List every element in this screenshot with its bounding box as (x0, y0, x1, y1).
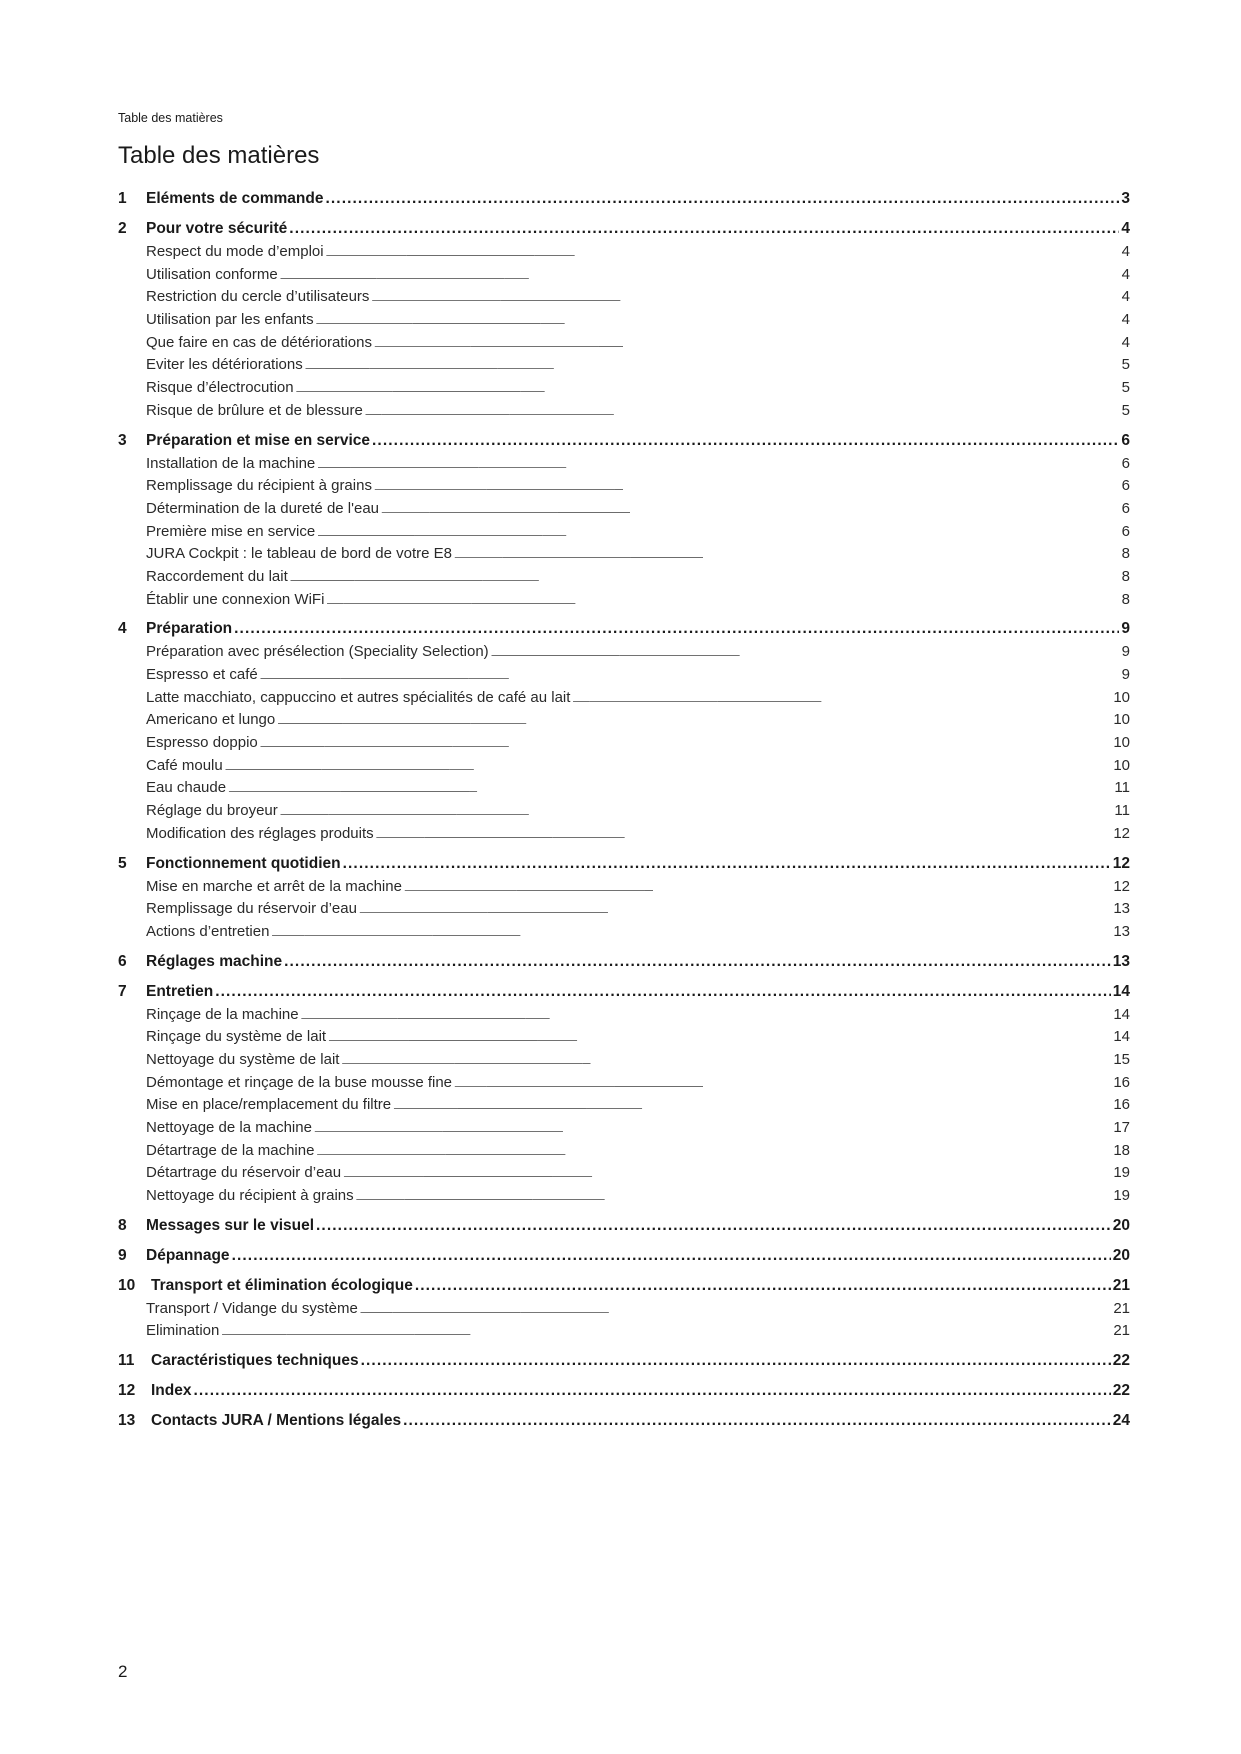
toc-subsection-title: JURA Cockpit : le tableau de bord de votre E8 (146, 545, 453, 563)
toc-subsection-page: 15 (1113, 1050, 1130, 1068)
dot-leader (228, 784, 1112, 794)
toc-chapter-number: 11 (118, 1352, 135, 1370)
toc-subsection-title: Réglage du broyeur (146, 802, 278, 820)
toc-chapter-title: Entretien (146, 982, 214, 1000)
toc-subsection-title: Latte macchiato, cappuccino et autres spécialités de café au lait (146, 688, 571, 706)
dot-leader (365, 407, 1120, 417)
toc-subsection-title: Nettoyage du système de lait (146, 1050, 340, 1068)
dot-leader (284, 953, 1111, 971)
toc-subsection-page: 8 (1121, 590, 1130, 608)
dot-leader (232, 1247, 1111, 1265)
toc-subsection-entry[interactable] (118, 757, 1130, 780)
dot-leader (280, 271, 1120, 281)
toc-subsection-entry[interactable] (118, 1322, 1130, 1345)
dot-leader (289, 220, 1119, 238)
toc-section (118, 1277, 1130, 1345)
dot-leader (305, 361, 1120, 371)
toc-chapter-title: Réglages machine (146, 952, 283, 970)
toc-subsection-entry[interactable] (118, 1074, 1130, 1097)
toc-chapter-title: Index (151, 1382, 192, 1400)
dot-leader (415, 1277, 1111, 1295)
toc-subsection-page: 4 (1121, 243, 1130, 260)
toc-section (118, 1412, 1130, 1435)
toc-chapter-title: Contacts JURA / Mentions légales (151, 1412, 402, 1430)
toc-subsection-entry[interactable] (118, 379, 1130, 402)
toc-subsection-page: 14 (1113, 1028, 1130, 1046)
toc-chapter-page: 6 (1121, 431, 1130, 449)
toc-subsection-title: Americano et lungo (146, 711, 276, 729)
toc-chapter-page: 12 (1112, 854, 1130, 872)
toc-chapter-number: 13 (118, 1412, 136, 1430)
toc-chapter-entry[interactable] (118, 1277, 1130, 1300)
dot-leader (296, 384, 1120, 394)
dot-leader (316, 1217, 1111, 1235)
toc-chapter-page: 9 (1121, 620, 1130, 638)
toc-subsection-entry[interactable] (118, 1119, 1130, 1142)
dot-leader (371, 293, 1119, 303)
toc-subsection-entry[interactable] (118, 568, 1130, 591)
toc-chapter-number: 10 (118, 1276, 136, 1294)
toc-subsection-entry[interactable] (118, 802, 1130, 825)
toc-section (118, 620, 1130, 847)
page-title: Table des matières (118, 142, 320, 169)
toc-subsection-page: 12 (1113, 824, 1130, 842)
toc-subsection-entry[interactable] (118, 266, 1130, 289)
dot-leader (260, 671, 1120, 681)
toc-subsection-title: Nettoyage du récipient à grains (146, 1187, 354, 1205)
dot-leader (491, 648, 1120, 658)
toc-subsection-entry[interactable] (118, 825, 1130, 848)
toc-chapter-number: 7 (118, 982, 127, 1000)
toc-section (118, 432, 1130, 614)
dot-leader (341, 1056, 1111, 1066)
toc-subsection-entry[interactable] (118, 1164, 1130, 1187)
toc-subsection-title: Espresso et café (146, 666, 258, 683)
toc-chapter-entry[interactable] (118, 1247, 1130, 1270)
dot-leader (221, 1327, 1111, 1337)
toc-subsection-entry[interactable] (118, 779, 1130, 802)
toc-subsection-title: Préparation avec présélection (Speciality Selection) (146, 643, 489, 661)
toc-subsection-title: Raccordement du lait (146, 567, 288, 585)
toc-chapter-entry[interactable] (118, 220, 1130, 243)
toc-subsection-entry[interactable] (118, 334, 1130, 357)
toc-subsection-page: 19 (1113, 1187, 1130, 1205)
dot-leader (404, 883, 1111, 893)
toc-subsection-title: Détartrage du réservoir d’eau (146, 1164, 342, 1182)
toc-subsection-entry[interactable] (118, 455, 1130, 478)
dot-leader (454, 550, 1120, 560)
toc-section (118, 983, 1130, 1210)
toc-subsection-title: Rinçage de la machine (146, 1005, 299, 1023)
toc-chapter-number: 5 (118, 854, 127, 872)
toc-subsection-page: 13 (1113, 922, 1130, 940)
toc-subsection-page: 4 (1121, 333, 1130, 351)
dot-leader (325, 190, 1119, 208)
toc-subsection-page: 6 (1121, 499, 1130, 517)
toc-subsection-entry[interactable] (118, 643, 1130, 666)
toc-subsection-title: Risque de brûlure et de blessure (146, 401, 363, 419)
toc-subsection-entry[interactable] (118, 1300, 1130, 1323)
toc-subsection-title: Que faire en cas de détériorations (146, 333, 372, 351)
toc-subsection-title: Mise en place/remplacement du filtre (146, 1096, 392, 1114)
toc-subsection-page: 16 (1113, 1096, 1130, 1114)
toc-subsection-entry[interactable] (118, 900, 1130, 923)
toc-subsection-entry[interactable] (118, 711, 1130, 734)
dot-leader (376, 830, 1112, 840)
toc-subsection-page: 6 (1121, 454, 1130, 472)
toc-subsection-title: Remplissage du réservoir d’eau (146, 900, 357, 918)
toc-chapter-number: 2 (118, 220, 127, 237)
dot-leader (356, 1192, 1112, 1202)
toc-chapter-page: 24 (1112, 1412, 1130, 1430)
toc-chapter-title: Caractéristiques techniques (151, 1352, 359, 1370)
dot-leader (343, 855, 1111, 873)
toc-subsection-entry[interactable] (118, 311, 1130, 334)
toc-subsection-page: 10 (1113, 756, 1130, 774)
toc-chapter-entry[interactable] (118, 953, 1130, 976)
toc-chapter-title: Dépannage (146, 1246, 230, 1264)
dot-leader (572, 694, 1111, 704)
toc-chapter-page: 22 (1112, 1382, 1130, 1400)
dot-leader (193, 1382, 1110, 1400)
toc-subsection-page: 18 (1113, 1141, 1130, 1159)
toc-subsection-page: 6 (1121, 522, 1130, 540)
toc-subsection-entry[interactable] (118, 1142, 1130, 1165)
toc-chapter-entry[interactable] (118, 620, 1130, 643)
dot-leader (277, 716, 1111, 726)
toc-chapter-title: Transport et élimination écologique (151, 1276, 413, 1294)
toc-subsection-title: Mise en marche et arrêt de la machine (146, 877, 402, 895)
toc-chapter-entry[interactable] (118, 1382, 1130, 1405)
toc-subsection-entry[interactable] (118, 878, 1130, 901)
toc-chapter-title: Pour votre sécurité (146, 220, 288, 237)
dot-leader (328, 1033, 1111, 1043)
toc-subsection-page: 21 (1113, 1322, 1130, 1340)
dot-leader (360, 1305, 1112, 1315)
toc-chapter-entry[interactable] (118, 190, 1130, 213)
toc-chapter-title: Eléments de commande (146, 190, 324, 207)
dot-leader (260, 739, 1112, 749)
toc-subsection-page: 4 (1121, 311, 1130, 329)
toc-subsection-page: 4 (1121, 288, 1130, 306)
toc-subsection-page: 14 (1113, 1005, 1130, 1023)
toc-subsection-page: 8 (1121, 567, 1130, 585)
dot-leader (301, 1011, 1112, 1021)
toc-chapter-entry[interactable] (118, 1352, 1130, 1375)
toc-subsection-page: 5 (1121, 356, 1130, 374)
dot-leader (454, 1079, 1111, 1089)
toc-section (118, 1352, 1130, 1375)
toc-subsection-page: 5 (1121, 379, 1130, 397)
dot-leader (374, 339, 1120, 349)
dot-leader (215, 983, 1111, 1001)
toc-section (118, 220, 1130, 425)
toc-subsection-entry[interactable] (118, 288, 1130, 311)
toc-section (118, 855, 1130, 946)
toc-subsection-title: Utilisation conforme (146, 265, 278, 283)
dot-leader (280, 807, 1113, 817)
toc-subsection-title: Espresso doppio (146, 734, 258, 752)
toc-subsection-page: 21 (1113, 1299, 1130, 1317)
toc-subsection-page: 11 (1114, 779, 1130, 797)
toc-chapter-page: 22 (1112, 1352, 1130, 1370)
toc-section (118, 1382, 1130, 1405)
toc-subsection-title: Remplissage du récipient à grains (146, 477, 372, 495)
toc-chapter-title: Préparation et mise en service (146, 431, 371, 449)
toc-subsection-title: Utilisation par les enfants (146, 311, 314, 329)
toc-subsection-page: 12 (1113, 877, 1130, 895)
toc-subsection-entry[interactable] (118, 500, 1130, 523)
toc-subsection-title: Première mise en service (146, 522, 316, 540)
toc-subsection-title: Détermination de la dureté de l'eau (146, 499, 380, 517)
toc-subsection-title: Actions d’entretien (146, 922, 270, 940)
toc-subsection-title: Démontage et rinçage de la buse mousse fine (146, 1073, 453, 1091)
dot-leader (225, 762, 1112, 772)
toc-subsection-entry[interactable] (118, 923, 1130, 946)
toc-subsection-entry[interactable] (118, 734, 1130, 757)
toc-subsection-entry[interactable] (118, 1096, 1130, 1119)
toc-subsection-title: Restriction du cercle d’utilisateurs (146, 288, 370, 306)
toc-subsection-title: Elimination (146, 1322, 220, 1340)
toc-chapter-page: 4 (1121, 220, 1130, 237)
toc-subsection-entry[interactable] (118, 591, 1130, 614)
toc-subsection-entry[interactable] (118, 402, 1130, 425)
toc-subsection-page: 10 (1113, 711, 1130, 729)
toc-chapter-number: 9 (118, 1246, 127, 1264)
toc-subsection-page: 4 (1121, 265, 1130, 283)
toc-chapter-entry[interactable] (118, 983, 1130, 1006)
toc-subsection-page: 17 (1113, 1119, 1130, 1136)
toc-subsection-page: 11 (1114, 802, 1130, 820)
toc-subsection-entry[interactable] (118, 1006, 1130, 1029)
toc-subsection-title: Transport / Vidange du système (146, 1299, 358, 1317)
dot-leader (361, 1352, 1111, 1370)
toc-subsection-title: Respect du mode d’emploi (146, 243, 324, 260)
toc-subsection-page: 13 (1113, 900, 1130, 918)
toc-chapter-page: 20 (1112, 1246, 1130, 1264)
toc-chapter-page: 3 (1121, 190, 1130, 207)
toc-subsection-title: Détartrage de la machine (146, 1141, 315, 1159)
toc-subsection-entry[interactable] (118, 545, 1130, 568)
dot-leader (316, 316, 1120, 326)
toc-chapter-page: 20 (1112, 1216, 1130, 1234)
toc-subsection-title: Nettoyage de la machine (146, 1119, 312, 1136)
dot-leader (393, 1101, 1111, 1111)
toc-subsection-title: Eviter les détériorations (146, 356, 303, 374)
toc-subsection-title: Modification des réglages produits (146, 824, 374, 842)
toc-subsection-entry[interactable] (118, 477, 1130, 500)
toc-chapter-entry[interactable] (118, 855, 1130, 878)
toc-chapter-page: 14 (1112, 982, 1130, 1000)
toc-subsection-title: Établir une connexion WiFi (146, 590, 325, 608)
dot-leader (290, 573, 1120, 583)
dot-leader (317, 528, 1119, 538)
toc-chapter-title: Fonctionnement quotidien (146, 854, 341, 872)
toc-subsection-title: Rinçage du système de lait (146, 1028, 327, 1046)
toc-subsection-title: Café moulu (146, 756, 223, 774)
toc-subsection-page: 9 (1121, 643, 1130, 661)
toc-subsection-page: 9 (1121, 666, 1130, 683)
dot-leader (234, 620, 1119, 638)
dot-leader (374, 482, 1120, 492)
toc-section (118, 1247, 1130, 1270)
toc-subsection-page: 10 (1113, 734, 1130, 752)
toc-chapter-number: 12 (118, 1382, 136, 1400)
dot-leader (271, 928, 1111, 938)
toc-chapter-page: 21 (1112, 1276, 1130, 1294)
toc-chapter-number: 1 (118, 190, 127, 207)
dot-leader (317, 460, 1119, 470)
toc-subsection-entry[interactable] (118, 356, 1130, 379)
toc-section (118, 1217, 1130, 1240)
dot-leader (372, 432, 1119, 450)
dot-leader (316, 1147, 1111, 1157)
toc-subsection-page: 6 (1121, 477, 1130, 495)
toc-subsection-title: Risque d’électrocution (146, 379, 294, 397)
toc-chapter-entry[interactable] (118, 1217, 1130, 1240)
dot-leader (343, 1169, 1111, 1179)
toc-chapter-title: Messages sur le visuel (146, 1216, 315, 1234)
toc-chapter-entry[interactable] (118, 1412, 1130, 1435)
toc-subsection-entry[interactable] (118, 1187, 1130, 1210)
toc-chapter-entry[interactable] (118, 432, 1130, 455)
toc-subsection-page: 16 (1113, 1073, 1130, 1091)
toc-chapter-title: Préparation (146, 620, 233, 638)
toc-subsection-page: 5 (1121, 401, 1130, 419)
toc-section (118, 190, 1130, 213)
toc-subsection-page: 10 (1113, 688, 1130, 706)
toc-chapter-number: 3 (118, 431, 127, 449)
toc-subsection-page: 8 (1121, 545, 1130, 563)
dot-leader (381, 505, 1120, 515)
dot-leader (403, 1412, 1111, 1430)
page-number: 2 (118, 1662, 128, 1681)
running-head: Table des matières (118, 111, 223, 125)
dot-leader (359, 905, 1111, 915)
toc-chapter-number: 4 (118, 620, 127, 638)
dot-leader (314, 1124, 1111, 1134)
toc-subsection-entry[interactable] (118, 689, 1130, 712)
toc-subsection-entry[interactable] (118, 1028, 1130, 1051)
toc-subsection-title: Eau chaude (146, 779, 227, 797)
toc-subsection-title: Installation de la machine (146, 454, 316, 472)
toc-chapter-number: 8 (118, 1216, 127, 1234)
toc-subsection-entry[interactable] (118, 243, 1130, 266)
dot-leader (326, 248, 1120, 258)
toc-chapter-number: 6 (118, 952, 127, 970)
toc-subsection-entry[interactable] (118, 523, 1130, 546)
toc-section (118, 953, 1130, 976)
toc-subsection-page: 19 (1113, 1164, 1130, 1182)
toc-subsection-entry[interactable] (118, 1051, 1130, 1074)
table-of-contents (118, 190, 1130, 1442)
toc-subsection-entry[interactable] (118, 666, 1130, 689)
toc-chapter-page: 13 (1112, 952, 1130, 970)
dot-leader (326, 596, 1119, 606)
